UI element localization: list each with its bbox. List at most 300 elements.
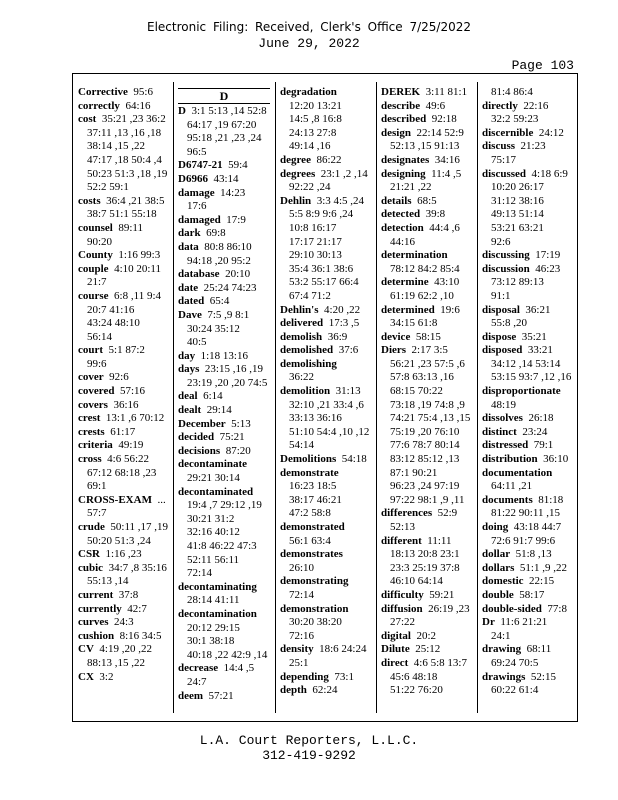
page-line-refs: 72:14 bbox=[289, 588, 315, 601]
page-line-refs: 59:21 bbox=[429, 588, 455, 601]
index-entry-continuation bbox=[482, 358, 576, 372]
page-line-refs: 20:12 29:15 bbox=[187, 621, 240, 634]
index-entry bbox=[482, 521, 576, 535]
index-entry-continuation bbox=[78, 140, 166, 154]
index-entry-continuation bbox=[178, 540, 270, 554]
index-word: December bbox=[178, 417, 226, 430]
page-line-refs: 86:22 bbox=[316, 153, 342, 166]
index-entry bbox=[482, 453, 576, 467]
page-line-refs: 17:19 bbox=[535, 249, 561, 262]
page-line-refs: 61:17 bbox=[110, 425, 136, 438]
index-entry-continuation bbox=[78, 535, 166, 549]
page-line-refs: 81:22 90:11 ,15 bbox=[491, 507, 560, 520]
column-divider bbox=[477, 82, 478, 713]
page-line-refs: 25:12 bbox=[415, 643, 441, 656]
index-entry-continuation bbox=[178, 567, 270, 581]
index-word: detection bbox=[381, 221, 424, 234]
index-entry bbox=[482, 304, 576, 318]
index-entry-continuation bbox=[280, 630, 372, 644]
index-entry bbox=[178, 268, 270, 282]
index-word: couple bbox=[78, 262, 109, 275]
index-entry bbox=[178, 445, 270, 459]
page-line-refs: 36:4 ,21 38:5 bbox=[106, 194, 165, 207]
page-line-refs: 94:18 ,20 95:2 bbox=[187, 254, 251, 267]
page-line-refs: 4:6 56:22 bbox=[107, 453, 150, 466]
page-line-refs: 11:4 ,5 bbox=[431, 167, 462, 180]
index-entry bbox=[78, 643, 166, 657]
page-line-refs: 32:2 59:23 bbox=[491, 113, 539, 126]
page-line-refs: 49:6 bbox=[425, 99, 446, 112]
index-entry bbox=[78, 385, 166, 399]
index-entry bbox=[280, 154, 372, 168]
page-line-refs: 97:22 98:1 ,9 ,11 bbox=[390, 493, 465, 506]
index-word: demolishing bbox=[280, 357, 337, 370]
index-entry-continuation bbox=[178, 377, 270, 391]
page-line-refs: 21:23 bbox=[520, 140, 546, 153]
index-word: court bbox=[78, 344, 104, 357]
index-entry bbox=[78, 195, 166, 209]
index-word: dispose bbox=[482, 330, 517, 343]
page-line-refs: 32:16 40:12 bbox=[187, 526, 240, 539]
index-entry-continuation bbox=[78, 507, 166, 521]
page-line-refs: 46:23 bbox=[535, 262, 561, 275]
page-line-refs: 36:22 bbox=[289, 371, 315, 384]
page-line-refs: 7:5 ,9 8:1 bbox=[207, 308, 250, 321]
page-line-refs: 26:19 ,23 bbox=[428, 602, 470, 615]
index-entry bbox=[280, 358, 372, 372]
page-line-refs: 81:18 bbox=[538, 493, 564, 506]
index-entry-continuation bbox=[280, 657, 372, 671]
index-entry-continuation bbox=[178, 499, 270, 513]
index-entry-continuation bbox=[280, 480, 372, 494]
page-line-refs: 43:14 bbox=[213, 172, 239, 185]
page-line-refs: 51:22 76:20 bbox=[390, 684, 443, 697]
index-entry bbox=[280, 168, 372, 182]
index-entry-continuation bbox=[482, 371, 576, 385]
index-entry-continuation bbox=[381, 317, 473, 331]
index-entry-continuation bbox=[280, 439, 372, 453]
page-line-refs: 3:3 4:5 ,24 bbox=[316, 194, 365, 207]
page-line-refs: 21:21 ,22 bbox=[390, 181, 432, 194]
index-entry-continuation bbox=[482, 181, 576, 195]
index-entry bbox=[78, 671, 166, 685]
index-entry-continuation bbox=[280, 494, 372, 508]
index-entry bbox=[178, 241, 270, 255]
page-line-refs: 1:16 99:3 bbox=[118, 249, 161, 262]
page-line-refs: 52:11 56:11 bbox=[187, 553, 240, 566]
index-word: dollars bbox=[482, 561, 515, 574]
index-entry-continuation bbox=[482, 86, 576, 100]
page-line-refs: 37:6 bbox=[338, 344, 359, 357]
index-entry-continuation bbox=[178, 635, 270, 649]
page-line-refs: 23:3 25:19 37:8 bbox=[390, 561, 460, 574]
page-line-refs: 19:6 bbox=[440, 303, 460, 316]
index-entry bbox=[381, 630, 473, 644]
index-entry bbox=[482, 385, 576, 399]
page-line-refs: 6:14 bbox=[203, 390, 223, 403]
index-word: damaged bbox=[178, 213, 221, 226]
index-word: details bbox=[381, 194, 412, 207]
page-line-refs: 31:13 bbox=[335, 385, 361, 398]
index-entry bbox=[178, 363, 270, 377]
index-entry bbox=[381, 222, 473, 236]
page-line-refs: 72:14 bbox=[187, 567, 213, 580]
index-entry-continuation bbox=[381, 562, 473, 576]
index-entry bbox=[482, 603, 576, 617]
page-line-refs: 3:11 81:1 bbox=[425, 86, 468, 98]
page-line-refs: 92:18 bbox=[431, 113, 457, 126]
index-entry-continuation bbox=[482, 195, 576, 209]
index-entry-continuation bbox=[280, 589, 372, 603]
index-entry-continuation bbox=[482, 684, 576, 698]
index-entry-continuation bbox=[178, 472, 270, 486]
page-line-refs: 5:13 bbox=[231, 417, 251, 430]
page-line-refs: 23:1 ,2 ,14 bbox=[320, 167, 368, 180]
page-line-refs: 23:24 bbox=[522, 425, 548, 438]
page-line-refs: 45:6 48:18 bbox=[390, 670, 438, 683]
index-entry-continuation bbox=[280, 371, 372, 385]
index-word: cushion bbox=[78, 629, 115, 642]
page-line-refs: 18:6 24:24 bbox=[319, 643, 367, 656]
index-entry-continuation bbox=[482, 154, 576, 168]
page-line-refs: 56:1 63:4 bbox=[289, 534, 331, 547]
index-word: decontaminated bbox=[178, 485, 254, 498]
index-word: demonstrate bbox=[280, 466, 339, 479]
page-line-refs: 25:24 74:23 bbox=[203, 281, 257, 294]
index-word: crests bbox=[78, 425, 105, 438]
index-word: dated bbox=[178, 295, 205, 308]
page-line-refs: 36:9 bbox=[327, 330, 348, 343]
page-line-refs: 14:23 bbox=[220, 186, 246, 199]
page-line-refs: 78:12 84:2 85:4 bbox=[390, 262, 460, 275]
index-entry bbox=[381, 249, 473, 263]
page-line-refs: 28:14 41:11 bbox=[187, 594, 240, 607]
index-entry-continuation bbox=[78, 317, 166, 331]
page-line-refs: 58:17 bbox=[519, 588, 545, 601]
index-entry-continuation bbox=[280, 222, 372, 236]
page-line-refs: 88:13 ,15 ,22 bbox=[87, 656, 146, 669]
index-word: double-sided bbox=[482, 602, 542, 615]
page-line-refs: 22:14 52:9 bbox=[416, 126, 464, 139]
page-line-refs: 11:6 21:21 bbox=[500, 616, 548, 629]
page-line-refs: 51:10 54:4 ,10 ,12 bbox=[289, 425, 370, 438]
index-word: designates bbox=[381, 153, 430, 166]
index-word: D bbox=[178, 105, 186, 117]
page-line-refs: 42:7 bbox=[127, 602, 147, 615]
index-entry bbox=[178, 581, 270, 595]
page-line-refs: 79:1 bbox=[533, 439, 554, 452]
index-entry bbox=[381, 535, 473, 549]
index-entry-continuation bbox=[280, 426, 372, 440]
page-line-refs: 4:19 ,20 ,22 bbox=[99, 643, 152, 656]
index-entry-continuation bbox=[78, 358, 166, 372]
index-word: decrease bbox=[178, 662, 219, 675]
index-entry-continuation bbox=[482, 657, 576, 671]
index-word: CX bbox=[78, 670, 94, 683]
index-entry-continuation bbox=[381, 358, 473, 372]
page-line-refs: 58:15 bbox=[415, 330, 441, 343]
page-line-refs: 29:21 30:14 bbox=[187, 472, 240, 485]
index-entry-continuation bbox=[178, 119, 270, 133]
page-line-refs: 53:21 63:21 bbox=[491, 221, 544, 234]
page-line-refs: 6:8 ,11 9:4 bbox=[114, 289, 162, 302]
index-entry-continuation bbox=[280, 562, 372, 576]
index-entry bbox=[78, 426, 166, 440]
index-entry bbox=[381, 643, 473, 657]
page-line-refs: 56:21 ,23 57:5 ,6 bbox=[390, 357, 465, 370]
page-line-refs: 33:13 36:16 bbox=[289, 412, 342, 425]
column-divider bbox=[376, 82, 377, 713]
index-entry bbox=[178, 173, 270, 187]
page-line-refs: 4:20 ,22 bbox=[324, 303, 361, 316]
index-entry-continuation bbox=[178, 513, 270, 527]
page-line-refs: 26:10 bbox=[289, 561, 315, 574]
page-line-refs: 47:2 58:8 bbox=[289, 507, 331, 520]
page-line-refs: 95:6 bbox=[133, 86, 153, 98]
index-entry-continuation bbox=[78, 181, 166, 195]
page-line-refs: 33:21 bbox=[527, 344, 553, 357]
index-word: determination bbox=[381, 249, 448, 262]
index-word: crest bbox=[78, 412, 101, 425]
index-word: differences bbox=[381, 507, 433, 520]
index-word: data bbox=[178, 240, 199, 253]
page-line-refs: 52:13 ,15 91:13 bbox=[390, 140, 460, 153]
page-line-refs: 55:8 ,20 bbox=[491, 317, 528, 330]
page-line-refs: 57:7 bbox=[87, 507, 107, 520]
index-entry-continuation bbox=[280, 616, 372, 630]
index-entry-continuation bbox=[381, 494, 473, 508]
index-entry bbox=[178, 418, 270, 432]
page-line-refs: 95:18 ,21 ,23 ,24 bbox=[187, 132, 262, 145]
page-line-refs: 68:15 70:22 bbox=[390, 385, 443, 398]
index-entry-continuation bbox=[280, 507, 372, 521]
index-entry-continuation bbox=[381, 181, 473, 195]
index-entry bbox=[78, 616, 166, 630]
page-line-refs: ... bbox=[157, 493, 166, 506]
index-entry-continuation bbox=[381, 521, 473, 535]
index-word: degradation bbox=[280, 86, 337, 98]
index-word: current bbox=[78, 588, 114, 601]
page-line-refs: 50:20 51:3 ,24 bbox=[87, 534, 151, 547]
page-line-refs: 43:18 44:7 bbox=[513, 521, 562, 533]
index-word: disposed bbox=[482, 344, 523, 357]
page-line-refs: 22:16 bbox=[523, 99, 549, 112]
index-entry-continuation bbox=[178, 622, 270, 636]
index-entry bbox=[381, 304, 473, 318]
index-word: cubic bbox=[78, 561, 104, 574]
index-word: density bbox=[280, 643, 314, 656]
page-line-refs: 50:11 ,17 ,19 bbox=[110, 521, 169, 533]
index-frame bbox=[72, 73, 578, 722]
page-line-refs: 49:19 bbox=[118, 439, 144, 452]
page-line-refs: 75:17 bbox=[491, 153, 517, 166]
page-line-refs: 5:1 87:2 bbox=[108, 344, 145, 357]
index-entry bbox=[78, 521, 169, 535]
page-line-refs: 75:21 bbox=[219, 431, 245, 444]
index-entry bbox=[178, 227, 270, 241]
index-entry bbox=[78, 263, 166, 277]
page-line-refs: 24:13 27:8 bbox=[289, 126, 337, 139]
index-word: crude bbox=[78, 521, 105, 533]
index-entry-continuation bbox=[78, 127, 166, 141]
page-line-refs: 44:16 bbox=[390, 235, 416, 248]
index-word: correctly bbox=[78, 99, 120, 112]
index-column-5 bbox=[482, 86, 576, 698]
page-line-refs: 57:16 bbox=[119, 385, 146, 398]
index-word: distribution bbox=[482, 453, 538, 466]
page-line-refs: 29:10 30:13 bbox=[289, 249, 342, 262]
page-line-refs: 40:5 bbox=[187, 336, 207, 349]
index-entry bbox=[78, 290, 166, 304]
filing-stamp-line: Electronic Filing: Received, Clerk's Office 7/25/2022 bbox=[146, 20, 472, 34]
index-entry-continuation bbox=[78, 304, 166, 318]
page-line-refs: 92:6 bbox=[491, 235, 511, 248]
page-line-refs: 20:10 bbox=[225, 268, 251, 281]
index-entry-continuation bbox=[280, 236, 372, 250]
index-entry-continuation bbox=[381, 371, 473, 385]
page-line-refs: 38:14 ,15 ,22 bbox=[87, 140, 146, 153]
page-line-refs: 39:8 bbox=[425, 208, 446, 221]
page-line-refs: 49:13 51:14 bbox=[491, 208, 544, 221]
page-line-refs: 74:21 75:4 ,13 ,15 bbox=[390, 412, 471, 425]
index-entry bbox=[280, 344, 372, 358]
page-line-refs: 49:14 ,16 bbox=[289, 140, 331, 153]
page-line-refs: 57:8 63:13 ,16 bbox=[390, 371, 454, 384]
index-word: counsel bbox=[78, 221, 113, 234]
index-entry-continuation bbox=[178, 336, 270, 350]
index-entry bbox=[280, 684, 372, 698]
index-entry bbox=[78, 222, 166, 236]
page-line-refs: 30:1 38:18 bbox=[187, 635, 235, 648]
page-line-refs: 2:17 3:5 bbox=[411, 344, 448, 357]
index-entry bbox=[178, 390, 270, 404]
page-line-refs: 92:6 bbox=[109, 371, 129, 384]
index-entry bbox=[78, 113, 166, 127]
index-entry-continuation bbox=[280, 249, 372, 263]
page-line-refs: 81:4 86:4 bbox=[491, 86, 533, 98]
index-word: Corrective bbox=[78, 86, 128, 98]
page-line-refs: 69:8 bbox=[206, 227, 226, 240]
index-word: Demolitions bbox=[280, 453, 337, 466]
index-entry bbox=[381, 86, 473, 100]
index-entry-continuation bbox=[381, 575, 473, 589]
page-line-refs: 69:24 70:5 bbox=[491, 656, 539, 669]
page-line-refs: 35:4 36:1 38:6 bbox=[289, 262, 354, 275]
index-word: currently bbox=[78, 602, 122, 615]
index-word: directly bbox=[482, 99, 518, 112]
index-entry bbox=[381, 154, 473, 168]
index-word: date bbox=[178, 281, 199, 294]
index-word: CSR bbox=[78, 548, 101, 561]
index-entry bbox=[381, 603, 473, 617]
index-entry-continuation bbox=[78, 236, 166, 250]
index-word: describe bbox=[381, 99, 421, 112]
page-line-refs: 36:16 bbox=[113, 398, 139, 411]
index-entry bbox=[178, 431, 270, 445]
index-entry-continuation bbox=[78, 480, 166, 494]
index-word: discussed bbox=[482, 167, 527, 180]
index-word: dollar bbox=[482, 548, 511, 561]
page-line-refs: 64:17 ,19 67:20 bbox=[187, 118, 257, 131]
index-entry bbox=[482, 127, 576, 141]
index-entry bbox=[178, 608, 270, 622]
index-entry bbox=[78, 603, 166, 617]
index-entry bbox=[78, 344, 166, 358]
index-entry-continuation bbox=[280, 140, 372, 154]
page-line-refs: 4:10 20:11 bbox=[114, 262, 162, 275]
page-line-refs: 72:16 bbox=[289, 629, 315, 642]
index-word: decontamination bbox=[178, 607, 257, 620]
page-line-refs: 69:1 bbox=[87, 480, 107, 493]
index-word: discernible bbox=[482, 126, 534, 139]
index-entry bbox=[381, 589, 473, 603]
page-line-refs: 3:2 bbox=[99, 670, 114, 683]
page-line-refs: 3:1 5:13 ,14 52:8 bbox=[191, 105, 267, 117]
index-entry bbox=[482, 643, 576, 657]
index-entry bbox=[381, 113, 473, 127]
index-entry bbox=[381, 507, 473, 521]
page-line-refs: 10:8 16:17 bbox=[289, 221, 337, 234]
index-entry-continuation bbox=[381, 684, 473, 698]
index-word: covered bbox=[78, 385, 115, 398]
page-line-refs: 37:11 ,13 ,16 ,18 bbox=[87, 126, 162, 139]
index-entry bbox=[280, 331, 372, 345]
index-word: disposal bbox=[482, 303, 520, 316]
index-entry-continuation bbox=[280, 127, 372, 141]
index-word: designing bbox=[381, 167, 426, 180]
index-entry-continuation bbox=[280, 181, 372, 195]
index-entry bbox=[280, 385, 372, 399]
index-word: determine bbox=[381, 276, 429, 289]
index-entry bbox=[280, 317, 372, 331]
index-entry bbox=[381, 100, 473, 114]
index-entry bbox=[178, 282, 270, 296]
page-line-refs: 54:14 bbox=[289, 439, 315, 452]
page-line-refs: 16:23 18:5 bbox=[289, 480, 337, 493]
index-column-4 bbox=[381, 86, 473, 698]
page-line-refs: 50:23 51:3 ,18 ,19 bbox=[87, 167, 168, 180]
index-entry bbox=[381, 657, 473, 671]
index-word: documents bbox=[482, 493, 533, 506]
page-line-refs: 13:1 ,6 70:12 bbox=[105, 412, 165, 425]
page-line-refs: 31:12 38:16 bbox=[491, 194, 544, 207]
index-entry-continuation bbox=[381, 263, 473, 277]
index-entry-continuation bbox=[482, 236, 576, 250]
index-entry-continuation bbox=[482, 317, 576, 331]
page-line-refs: 23:19 ,20 ,20 74:5 bbox=[187, 376, 268, 389]
index-word: discuss bbox=[482, 140, 516, 153]
index-word: detected bbox=[381, 208, 421, 221]
index-entry-continuation bbox=[482, 507, 576, 521]
index-column-2 bbox=[178, 86, 270, 703]
index-word: D6747-21 bbox=[178, 159, 223, 172]
index-entry bbox=[178, 105, 270, 119]
page-line-refs: 4:18 6:9 bbox=[531, 167, 568, 180]
page-line-refs: 18:13 20:8 23:1 bbox=[390, 548, 460, 561]
index-entry bbox=[178, 662, 270, 676]
index-entry bbox=[78, 548, 166, 562]
index-word: cost bbox=[78, 113, 97, 126]
page-line-refs: 24:1 bbox=[491, 629, 511, 642]
index-entry-continuation bbox=[381, 548, 473, 562]
page-line-refs: 67:12 68:18 ,23 bbox=[87, 466, 157, 479]
page-line-refs: 41:8 46:22 47:3 bbox=[187, 540, 257, 552]
index-entry-continuation bbox=[381, 385, 473, 399]
index-word: deem bbox=[178, 689, 204, 702]
index-word: day bbox=[178, 349, 196, 362]
index-entry-continuation bbox=[178, 676, 270, 690]
page-line-refs: 35:21 bbox=[521, 330, 547, 343]
